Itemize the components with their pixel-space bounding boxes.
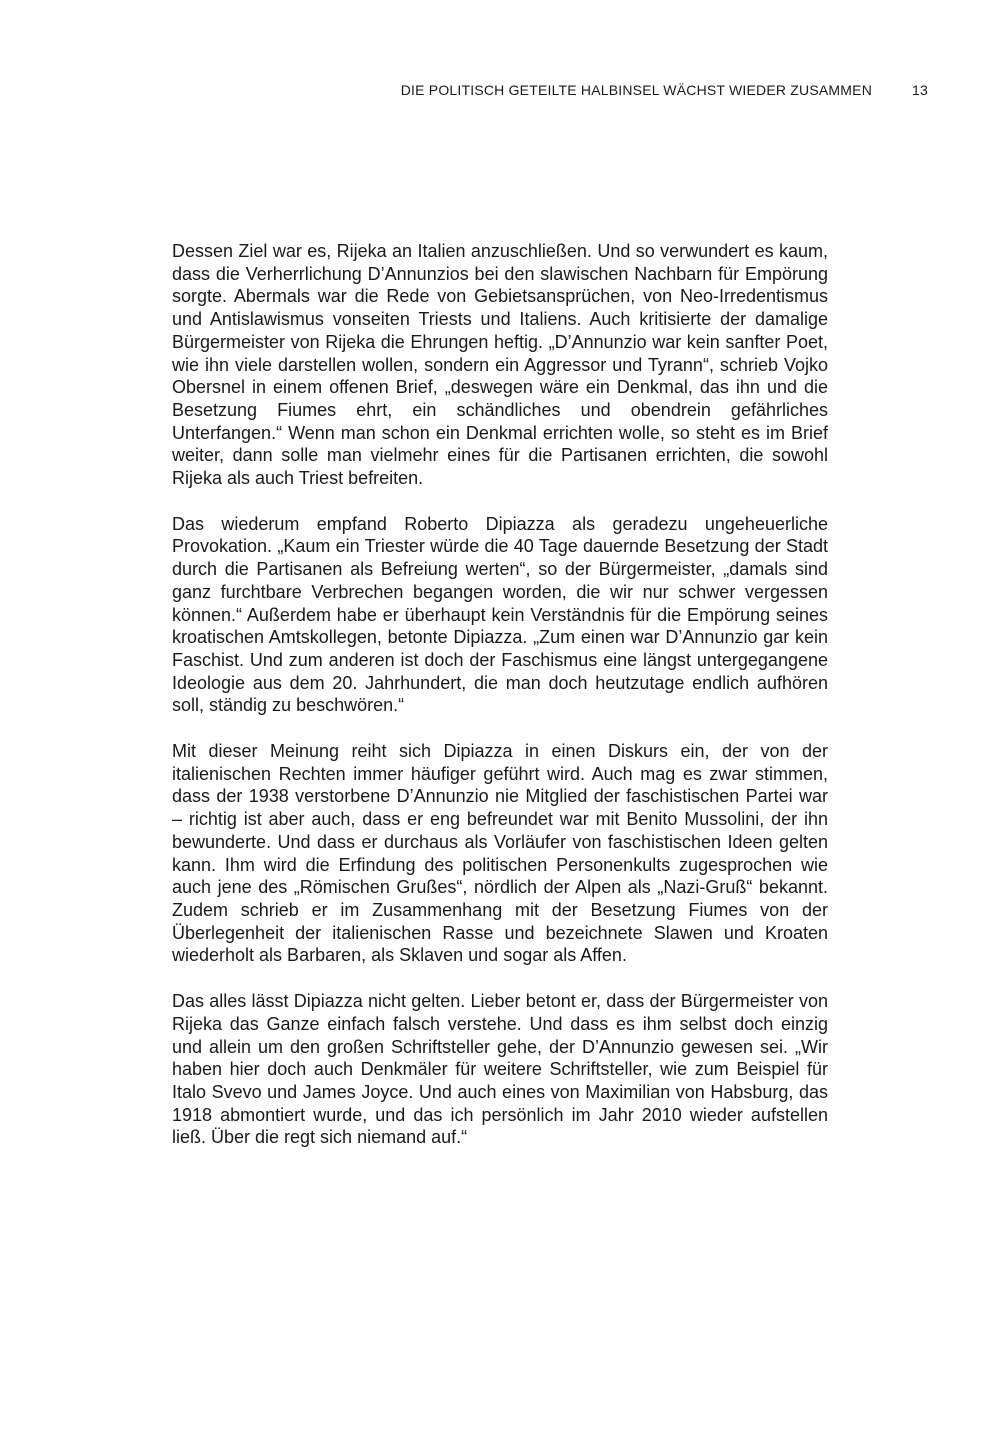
running-head — [172, 80, 928, 100]
running-title: DIE POLITISCH GETEILTE HALBINSEL WÄCHST WIEDER ZUSAMMEN — [400, 82, 873, 98]
paragraph: Dessen Ziel war es, Rijeka an Italien anzuschließen. Und so verwundert es kaum, dass die Verherrlichung D’Annunzios bei den slawischen Nachbarn für Empörung sorgte. Abermals war die Rede von Gebietsansprüchen, von Neo-Irredentismus und Antislawismus vonseiten Triests und Italiens. Auch kritisierte der damalige Bürgermeister von Rijeka die Ehrungen heftig. „D’Annunzio war kein sanfter Poet, wie ihn viele darstellen wollen, sondern ein Aggressor und Tyrann“, schrieb Vojko Obersnel in einem offenen Brief, „deswegen wäre ein Denkmal, das ihn und die Besetzung Fiumes ehrt, ein schändliches und obendrein gefährliches Unterfangen.“ Wenn man schon ein Denkmal errichten wolle, so steht es im Brief weiter, dann solle man vielmehr eines für die Partisanen errichten, die sowohl Rijeka als auch Triest befreiten. — [172, 241, 828, 489]
paragraph: Das alles lässt Dipiazza nicht gelten. Lieber betont er, dass der Bürgermeister von Rijeka das Ganze einfach falsch verstehe. Und dass es ihm selbst doch einzig und allein um den großen Schriftsteller gehe, der D’Annunzio gewesen sei. „Wir haben hier doch auch Denkmäler für weitere Schriftsteller, wie zum Beispiel für Italo Svevo und James Joyce. Und auch eines von Maximilian von Habsburg, das 1918 abmontiert wurde, und das ich persönlich im Jahr 2010 wieder aufstellen ließ. Über die regt sich niemand auf.“ — [172, 991, 828, 1148]
body-text — [172, 240, 828, 1172]
paragraph: Das wiederum empfand Roberto Dipiazza als geradezu ungeheuerliche Provokation. „Kaum ein Triester würde die 40 Tage dauernde Besetzung der Stadt durch die Partisanen als Befreiung werten“, so der Bürgermeister, „damals sind ganz furchtbare Verbrechen begangen worden, die wir nur schwer vergessen können.“ Außerdem habe er überhaupt kein Verständnis für die Empörung seines kroatischen Amtskollegen, betonte Dipiazza. „Zum einen war D’Annunzio gar kein Faschist. Und zum anderen ist doch der Faschismus eine längst untergegangene Ideologie aus dem 20. Jahrhundert, die man doch heutzutage endlich aufhören soll, ständig zu beschwören.“ — [172, 513, 828, 716]
paragraph: Mit dieser Meinung reiht sich Dipiazza in einen Diskurs ein, der von der italienischen Rechten immer häufiger geführt wird. Auch mag es zwar stimmen, dass der 1938 verstorbene D’Annunzio nie Mitglied der faschistischen Partei war – richtig ist aber auch, dass er eng befreundet war mit Benito Mussolini, der ihn bewunderte. Und dass er durchaus als Vorläufer von faschistischen Ideen gelten kann. Ihm wird die Erfindung des politischen Personenkults zugesprochen wie auch jene des „Römischen Grußes“, nördlich der Alpen als „Nazi-Gruß“ bekannt. Zudem schrieb er im Zusammenhang mit der Besetzung Fiumes von der Überlegenheit der italienischen Rasse und bezeichnete Slawen und Kroaten wiederholt als Barbaren, als Sklaven und sogar als Affen. — [172, 741, 828, 966]
page-number: 13 — [912, 82, 928, 98]
